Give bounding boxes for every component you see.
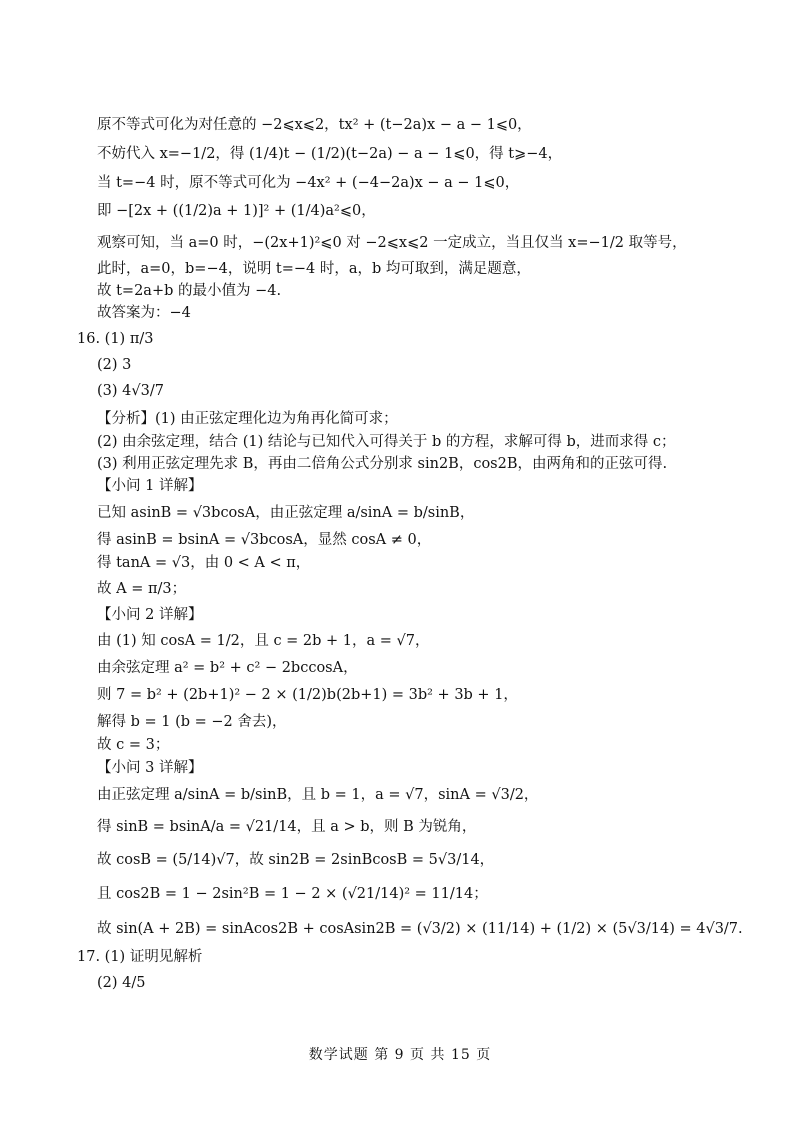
solution-line: 故答案为：−4 [97,305,191,321]
solution-line: 由正弦定理 a/sinA = b/sinB，且 b = 1，a = √7，sinA = √3/2， [97,787,539,803]
solution-line: 且 cos2B = 1 − 2sin²B = 1 − 2 × (√21/14)² = 11/14； [97,886,488,902]
solution-line: 当 t=−4 时，原不等式可化为 −4x² + (−4−2a)x − a − 1⩽0， [97,175,520,191]
solution-line: 已知 asinB = √3bcosA，由正弦定理 a/sinA = b/sinB， [97,505,475,521]
subquestion-heading: 【小问 3 详解】 [97,760,203,776]
solution-line: 由余弦定理 a² = b² + c² − 2bccosA， [97,660,358,676]
question-17-answer-2: (2) 4/5 [97,975,146,991]
solution-line: 得 tanA = √3，由 0 < A < π， [97,555,311,571]
analysis-heading: 【分析】(1) 由正弦定理化边为角再化简可求； [97,411,398,427]
question-16-answer-3: (3) 4√3/7 [97,383,164,399]
solution-line: 观察可知，当 a=0 时，−(2x+1)²⩽0 对 −2⩽x⩽2 一定成立，当且仅当 x=−1/2 取等号， [97,235,687,251]
solution-line: 故 A = π/3； [97,581,187,597]
solution-line: 故 cosB = (5/14)√7，故 sin2B = 2sinBcosB = 5√3/14， [97,852,495,868]
analysis-line: (2) 由余弦定理，结合 (1) 结论与已知代入可得关于 b 的方程，求解可得 b，进而求得 c； [97,434,676,450]
solution-line: 此时，a=0，b=−4，说明 t=−4 时，a，b 均可取到，满足题意， [97,261,531,277]
solution-line: 原不等式可化为对任意的 −2⩽x⩽2，tx² + (t−2a)x − a − 1⩽0， [97,117,532,133]
subquestion-heading: 【小问 1 详解】 [97,478,203,494]
subquestion-heading: 【小问 2 详解】 [97,607,203,623]
solution-line: 即 −[2x + ((1/2)a + 1)]² + (1/4)a²⩽0， [97,203,376,219]
solution-line: 不妨代入 x=−1/2，得 (1/4)t − (1/2)(t−2a) − a − 1⩽0，得 t⩾−4， [97,146,563,162]
question-16-answer-1: 16. (1) π/3 [77,331,154,347]
solution-line: 由 (1) 知 cosA = 1/2，且 c = 2b + 1，a = √7， [97,633,430,649]
solution-line: 解得 b = 1 (b = −2 舍去)， [97,714,287,730]
question-16-answer-2: (2) 3 [97,357,132,373]
solution-line: 得 asinB = bsinA = √3bcosA，显然 cosA ≠ 0， [97,532,432,548]
analysis-line: (3) 利用正弦定理先求 B，再由二倍角公式分别求 sin2B，cos2B，由两角和的正弦可得. [97,456,668,472]
solution-line: 故 sin(A + 2B) = sinAcos2B + cosAsin2B = (√3/2) × (11/14) + (1/2) × (5√3/14) = 4√3/7. [97,921,743,937]
solution-line: 得 sinB = bsinA/a = √21/14，且 a > b，则 B 为锐角， [97,819,477,835]
solution-line: 则 7 = b² + (2b+1)² − 2 × (1/2)b(2b+1) = 3b² + 3b + 1， [97,687,518,703]
question-17-answer-1: 17. (1) 证明见解析 [77,949,203,965]
page-footer: 数学试题 第 9 页 共 15 页 [308,1047,492,1063]
solution-line: 故 c = 3； [97,737,170,753]
solution-line: 故 t=2a+b 的最小值为 −4. [97,283,282,299]
